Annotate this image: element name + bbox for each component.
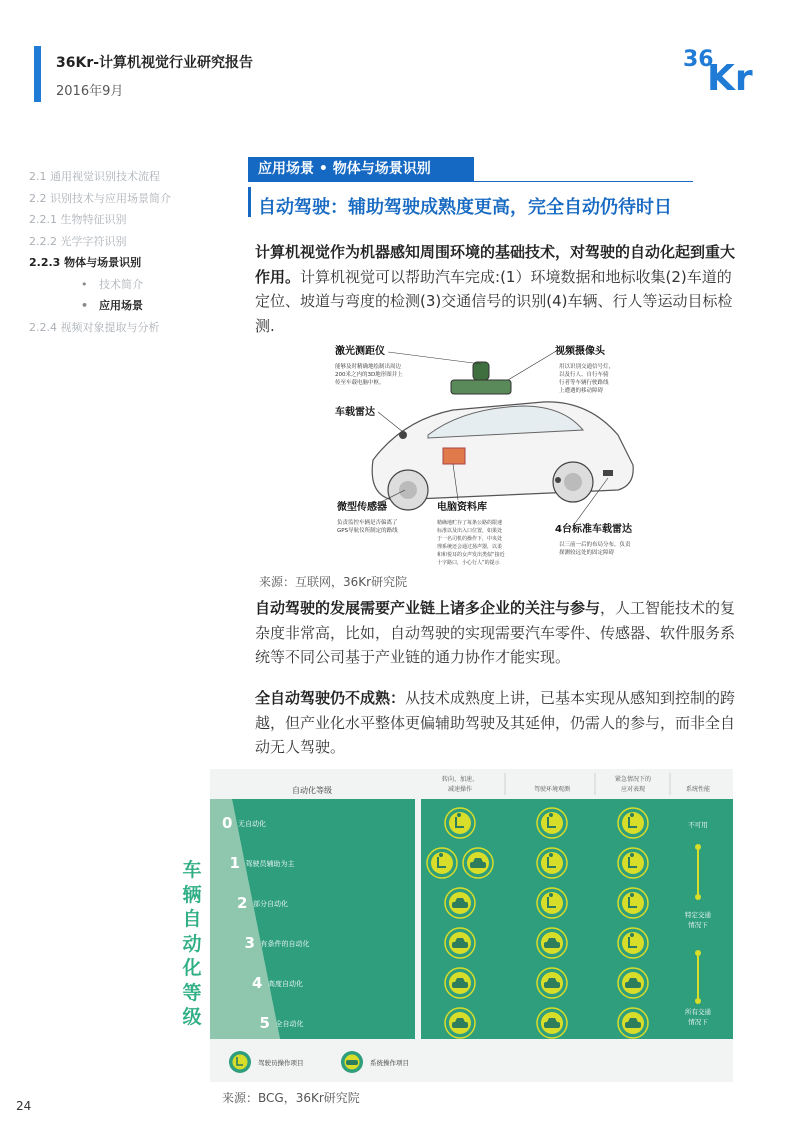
svg-text:Kr: Kr bbox=[707, 58, 753, 92]
header-accent-bar bbox=[34, 46, 41, 102]
driver-operation-icon bbox=[618, 808, 648, 838]
level-name: 全自动化 bbox=[275, 1020, 304, 1028]
system-operation-icon bbox=[445, 968, 475, 998]
label-laser-desc-1: 能够及时精确地绘制出周边 bbox=[335, 364, 402, 370]
level-name: 部分自动化 bbox=[253, 900, 288, 908]
level-name: 驾驶员辅助为主 bbox=[245, 860, 295, 868]
label-db-desc-4: 理系统还会通过扬声器，以柔 bbox=[437, 544, 503, 550]
toc-item[interactable]: 2.2.2 光学字符识别 bbox=[29, 234, 127, 248]
bullet-icon: • bbox=[81, 299, 89, 312]
label-db-desc-3: 于一名司机的操作下，中央处 bbox=[437, 536, 503, 542]
system-operation-icon bbox=[445, 928, 475, 958]
36kr-logo bbox=[683, 40, 765, 92]
label-micro-desc-1: 负责监控车辆是否偏离了 bbox=[337, 520, 398, 526]
maturity-paragraph bbox=[255, 686, 740, 760]
toc-item[interactable]: 2.2 识别技术与应用场景简介 bbox=[29, 191, 171, 205]
level-number: 4 bbox=[252, 974, 263, 992]
toc-subitem-current[interactable] bbox=[29, 295, 229, 317]
label-db-desc-2: 标准以及出入口位置，如果处 bbox=[437, 528, 503, 534]
section-headline: 自动驾驶：辅助驾驶成熟度更高，完全自动仍待时日 bbox=[258, 197, 672, 218]
label-std-radar-desc-2: 探测较远处的固定障碍 bbox=[559, 550, 615, 556]
intro-paragraph bbox=[255, 240, 740, 338]
label-db-desc-1: 精确地贮存了每条公路的限速 bbox=[437, 520, 503, 526]
perf-all-2: 情况下 bbox=[688, 1018, 708, 1026]
label-db: 电脑资料库 bbox=[437, 502, 487, 513]
industry-paragraph-lead: 自动驾驶的发展需要产业链上诸多企业的关注与参与 bbox=[255, 599, 601, 617]
level-number: 3 bbox=[244, 934, 255, 952]
legend-driver-label: 驾驶员操作项目 bbox=[258, 1059, 304, 1067]
level-number: 2 bbox=[237, 894, 248, 912]
header-col3-line2: 应对表现 bbox=[620, 786, 646, 793]
level-name: 高度自动化 bbox=[268, 980, 303, 988]
label-db-desc-5: 和和悦耳的女声发出类似“接近 bbox=[437, 552, 505, 558]
level-name: 有条件的自动化 bbox=[260, 940, 310, 948]
toc-subitem-label: 应用场景 bbox=[99, 299, 143, 312]
label-camera-desc-2: 以及行人、自行车骑 bbox=[559, 372, 609, 378]
label-laser-desc-3: 传至车载电脑中枢。 bbox=[335, 380, 385, 386]
section-divider bbox=[248, 181, 693, 182]
vehicle-automation-levels-label: 车辆自动化等级 bbox=[182, 859, 202, 1028]
maturity-paragraph-lead: 全自动驾驶仍不成熟： bbox=[255, 689, 406, 707]
label-camera-desc-3: 行者等车辆行驶路线 bbox=[559, 380, 609, 386]
toc-item[interactable]: 2.2.4 视频对象提取与分析 bbox=[29, 320, 160, 334]
label-laser: 激光测距仪 bbox=[335, 346, 385, 357]
label-micro-desc-2: GPS导航仪所制定的路线 bbox=[337, 528, 398, 534]
intro-paragraph-body: 计算机视觉可以帮助汽车完成:(1）环境数据和地标收集(2)车道的定位、坡道与弯度的检测(3)交通信号的识别(4)车辆、行人等运动目标检测. bbox=[255, 267, 733, 335]
label-db-desc-6: 十字路口，小心行人”的提示 bbox=[437, 560, 500, 566]
legend-system-label: 系统操作项目 bbox=[370, 1059, 409, 1067]
autonomous-car-diagram bbox=[333, 340, 655, 572]
system-operation-icon bbox=[618, 1008, 648, 1038]
perf-unavailable: 不可用 bbox=[688, 821, 708, 829]
industry-paragraph-body: ，人工智能技术的复杂度非常高，比如，自动驾驶的实现需要汽车零件、传感器、软件服务系统等不同公司基于产业链的通力协作才能实现。 bbox=[255, 599, 736, 666]
header-level-col: 自动化等级 bbox=[292, 786, 332, 795]
label-micro: 微型传感器 bbox=[337, 502, 387, 513]
label-radar: 车载雷达 bbox=[335, 407, 375, 418]
system-operation-icon bbox=[463, 848, 493, 878]
perf-specific-1: 特定交通 bbox=[685, 911, 711, 919]
label-laser-desc-2: 200米之内的3D地形图并上 bbox=[335, 372, 403, 378]
document-title: 36Kr-计算机视觉行业研究报告 bbox=[56, 55, 254, 71]
driver-operation-icon bbox=[618, 928, 648, 958]
system-operation-icon bbox=[537, 1008, 567, 1038]
driver-operation-icon bbox=[427, 848, 457, 878]
header-col1-line2: 减速操作 bbox=[447, 786, 473, 793]
label-camera: 视频摄像头 bbox=[555, 346, 605, 357]
toc-subitem-label: 技术简介 bbox=[99, 277, 143, 291]
driver-operation-icon bbox=[537, 808, 567, 838]
driver-operation-icon bbox=[445, 808, 475, 838]
toc-subitem[interactable] bbox=[29, 274, 229, 296]
level-number: 5 bbox=[259, 1014, 270, 1032]
driver-operation-icon bbox=[537, 888, 567, 918]
figure-caption-car: 来源：互联网，36Kr研究院 bbox=[259, 575, 408, 589]
headline-accent-bar bbox=[248, 187, 251, 217]
system-operation-icon bbox=[445, 1008, 475, 1038]
figure-caption-levels: 来源：BCG，36Kr研究院 bbox=[222, 1091, 360, 1105]
system-operation-icon bbox=[537, 968, 567, 998]
svg-text:36: 36 bbox=[683, 47, 714, 72]
toc-item[interactable]: 2.1 通用视觉识别技术流程 bbox=[29, 170, 160, 183]
intro-paragraph-lead: 计算机视觉作为机器感知周围环境的基础技术，对驾驶的自动化起到重大作用。 bbox=[255, 243, 736, 286]
header-col1-line1: 转向、加速、 bbox=[441, 776, 479, 783]
industry-paragraph bbox=[255, 596, 740, 670]
toc-item-current[interactable]: 2.2.3 物体与场景识别 bbox=[29, 256, 142, 269]
label-std-radar-desc-1: 以三前一后的布局分布，负责 bbox=[559, 542, 631, 548]
driver-operation-icon bbox=[537, 848, 567, 878]
driver-operation-icon bbox=[618, 848, 648, 878]
system-operation-icon bbox=[537, 928, 567, 958]
label-camera-desc-1: 用以识别交通信号灯， bbox=[559, 364, 615, 370]
label-camera-desc-4: 上遭遇的移动障碍 bbox=[559, 388, 604, 394]
document-date: 2016年9月 bbox=[56, 84, 124, 99]
driver-operation-icon bbox=[618, 888, 648, 918]
toc-item[interactable]: 2.2.1 生物特征识别 bbox=[29, 213, 127, 226]
bullet-icon: • bbox=[81, 277, 88, 291]
perf-specific-2: 情况下 bbox=[688, 921, 708, 929]
header-col2: 驾驶环境观测 bbox=[533, 786, 571, 793]
level-name: 无自动化 bbox=[238, 820, 266, 828]
perf-all-1: 所有交通 bbox=[685, 1008, 711, 1016]
page-number: 24 bbox=[16, 1099, 32, 1113]
system-operation-icon bbox=[445, 888, 475, 918]
label-std-radar: 4台标准车载雷达 bbox=[555, 524, 632, 535]
level-number: 1 bbox=[229, 854, 240, 872]
automation-levels-figure bbox=[210, 769, 733, 1082]
system-operation-icon bbox=[618, 968, 648, 998]
maturity-paragraph-body: 从技术成熟度上讲，已基本实现从感知到控制的跨越，但产业化水平整体更偏辅助驾驶及其延伸，仍需人的参与，而非全自动无人驾驶。 bbox=[255, 689, 736, 756]
header-col4: 系统性能 bbox=[685, 786, 711, 793]
level-number: 0 bbox=[222, 814, 233, 832]
table-of-contents bbox=[29, 166, 229, 338]
section-tag: 应用场景 • 物体与场景识别 bbox=[248, 157, 474, 181]
header-col3-line1: 紧急情况下的 bbox=[614, 776, 652, 783]
